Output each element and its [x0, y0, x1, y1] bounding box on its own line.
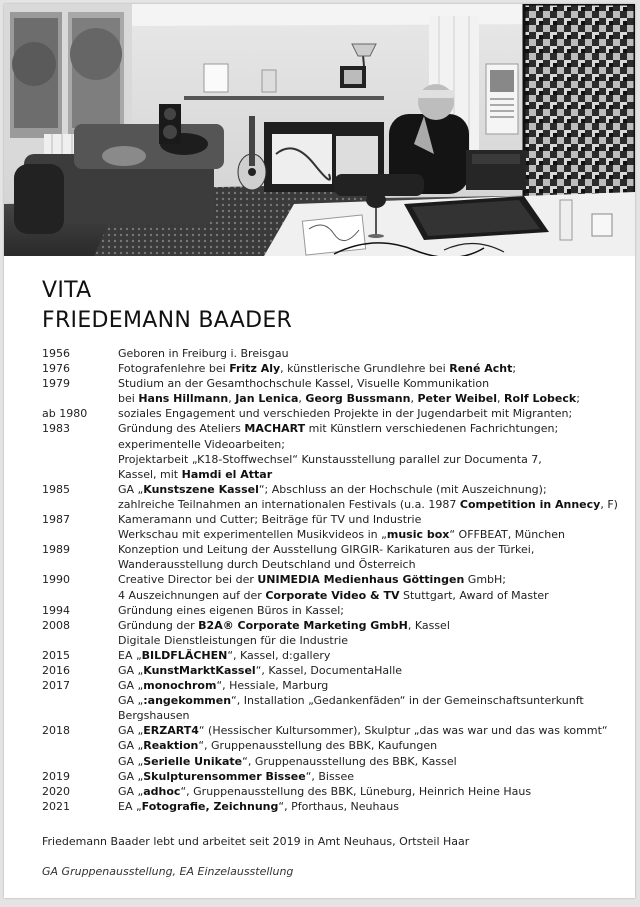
vita-segment: EA „ — [118, 648, 142, 662]
vita-line — [118, 557, 632, 572]
vita-segment: EA „ — [118, 799, 142, 813]
vita-segment: “, Kassel, d:gallery — [227, 648, 331, 662]
vita-segment: “ (Hessischer Kultursommer), Skulptur „das was war und das was kommt“ — [198, 724, 608, 738]
vita-line — [118, 512, 632, 527]
vita-line — [118, 572, 632, 587]
vita-year: 1987 — [42, 513, 70, 527]
vita-segment: Projektarbeit „K18-Stoffwechsel“ Kunstausstellung parallel zur Documenta 7, — [118, 452, 542, 466]
vita-highlight: KunstMarktKassel — [143, 663, 256, 677]
vita-highlight: Hans Hillmann — [138, 392, 229, 406]
vita-line — [118, 769, 632, 784]
vita-year: 2018 — [42, 724, 70, 738]
vita-segment: GA „ — [118, 784, 144, 798]
vita-segment: Creative Director bei der — [118, 573, 258, 587]
vita-segment: Gründung eines eigenen Büros in Kassel; — [118, 603, 344, 617]
vita-segment: 4 Auszeichnungen auf der — [118, 588, 266, 602]
vita-year: 2015 — [42, 648, 70, 662]
vita-segment: Studium an der Gesamthochschule Kassel, Visuelle Kommunikation — [118, 377, 490, 391]
vita-segment: ; — [512, 362, 517, 376]
vita-text — [118, 678, 632, 723]
vita-text — [118, 618, 632, 648]
vita-line — [118, 467, 632, 482]
vita-highlight: Rolf Lobeck — [504, 392, 577, 406]
vita-highlight: Reaktion — [143, 739, 199, 753]
vita-line — [118, 542, 632, 557]
vita-highlight: ERZART4 — [143, 724, 199, 738]
vita-segment: Fotografenlehre bei — [118, 362, 230, 376]
vita-segment: , — [228, 392, 236, 406]
vita-line — [118, 738, 632, 753]
vita-year: 2020 — [42, 784, 70, 798]
vita-line — [118, 633, 632, 648]
vita-highlight: B2A® Corporate Marketing GmbH — [198, 618, 408, 632]
vita-segment: , Kassel — [407, 618, 450, 632]
vita-year: 2008 — [42, 618, 70, 632]
vita-text — [118, 663, 632, 678]
vita-segment: mit Künstlern verschiedenen Fachrichtungen; — [305, 422, 559, 436]
title-name: FRIEDEMANN BAADER — [42, 308, 293, 333]
vita-entry — [42, 784, 632, 799]
vita-year: 1994 — [42, 603, 70, 617]
vita-highlight: Serielle Unikate — [143, 754, 243, 768]
vita-segment: Geboren in Freiburg i. Breisgau — [118, 347, 289, 360]
vita-highlight: Georg Bussmann — [305, 392, 411, 406]
vita-text — [118, 421, 632, 481]
vita-line — [118, 678, 632, 693]
vita-year: 2021 — [42, 799, 70, 813]
vita-text — [118, 482, 632, 512]
vita-segment: soziales Engagement und verschieden Projekte in der Jugendarbeit mit Migranten; — [118, 407, 573, 421]
vita-segment: , — [410, 392, 418, 406]
vita-segment: Stuttgart, Award of Master — [399, 588, 549, 602]
vita-segment: , F) — [600, 497, 618, 511]
vita-segment: “, Pforthaus, Neuhaus — [278, 799, 399, 813]
vita-entry — [42, 769, 632, 784]
legend-note: GA Gruppenausstellung, EA Einzelausstellung — [42, 865, 294, 878]
vita-text — [118, 542, 632, 572]
vita-line — [118, 346, 632, 361]
vita-highlight: Competition in Annecy — [459, 497, 601, 511]
vita-segment: Kameramann und Cutter; Beiträge für TV und Industrie — [118, 513, 422, 527]
vita-year: 1989 — [42, 543, 70, 557]
vita-highlight: Skulpturensommer Bissee — [143, 769, 306, 783]
vita-highlight: Kunstszene Kassel — [143, 482, 259, 496]
vita-segment: “, Bissee — [305, 769, 354, 783]
vita-segment: GA „ — [118, 663, 144, 677]
vita-text — [118, 648, 632, 663]
vita-segment: experimentelle Videoarbeiten; — [118, 437, 285, 451]
vita-line — [118, 618, 632, 633]
studio-photo — [4, 4, 635, 256]
vita-highlight: monochrom — [143, 679, 217, 693]
vita-segment: Werkschau mit experimentellen Musikvideos in „ — [118, 528, 387, 542]
vita-line — [118, 497, 632, 512]
vita-line — [118, 376, 632, 391]
vita-line — [118, 708, 632, 723]
vita-segment: bei — [118, 392, 139, 406]
vita-segment: Kassel, mit — [118, 467, 182, 481]
vita-line — [118, 452, 632, 467]
vita-year: 1976 — [42, 362, 70, 376]
vita-entry — [42, 406, 632, 421]
vita-highlight: MACHART — [244, 422, 306, 436]
vita-entry — [42, 572, 632, 602]
vita-line — [118, 799, 632, 814]
vita-entry — [42, 512, 632, 542]
vita-text — [118, 723, 632, 768]
vita-segment: Konzeption und Leitung der Ausstellung GIRGIR- Karikaturen aus der Türkei, — [118, 543, 535, 557]
vita-text — [118, 799, 632, 814]
vita-line — [118, 648, 632, 663]
vita-segment: GA „ — [118, 754, 144, 768]
vita-year: 1990 — [42, 573, 70, 587]
vita-entry — [42, 618, 632, 648]
title-block — [42, 276, 292, 336]
vita-entry — [42, 482, 632, 512]
vita-text — [118, 346, 632, 361]
vita-segment: “ OFFBEAT, München — [449, 528, 565, 542]
vita-line — [118, 588, 632, 603]
vita-entry — [42, 723, 632, 768]
vita-highlight: BILDFLÄCHEN — [141, 648, 228, 662]
vita-highlight: René Acht — [449, 362, 513, 376]
vita-segment: “, Gruppenausstellung des BBK, Kassel — [242, 754, 457, 768]
vita-highlight: Peter Weibel — [417, 392, 498, 406]
vita-text — [118, 361, 632, 376]
vita-segment: Digitale Dienstleistungen für die Industrie — [118, 633, 349, 647]
vita-segment: GmbH; — [464, 573, 507, 587]
vita-text — [118, 769, 632, 784]
vita-highlight: Jan Lenica — [235, 392, 299, 406]
vita-segment: ; — [576, 392, 580, 406]
vita-segment: “, Gruppenausstellung des BBK, Lüneburg, Heinrich Heine Haus — [180, 784, 532, 798]
vita-line — [118, 603, 632, 618]
vita-line — [118, 437, 632, 452]
footer-note: Friedemann Baader lebt und arbeitet seit 2019 in Amt Neuhaus, Ortsteil Haar — [42, 835, 470, 848]
vita-entry — [42, 361, 632, 376]
vita-year: 2019 — [42, 769, 70, 783]
vita-line — [118, 663, 632, 678]
vita-line — [118, 482, 632, 497]
vita-segment: Gründung der — [118, 618, 199, 632]
vita-segment: “, Installation „Gedankenfäden“ in der Gemeinschaftsunterkunft — [231, 694, 584, 708]
vita-highlight: :angekommen — [143, 694, 232, 708]
vita-line — [118, 527, 632, 542]
vita-segment: zahlreiche Teilnahmen an internationalen Festivals (u.a. 1987 — [118, 497, 460, 511]
vita-segment: GA „ — [118, 739, 144, 753]
vita-line — [118, 784, 632, 799]
vita-line — [118, 391, 632, 406]
vita-entry — [42, 421, 632, 481]
vita-segment: GA „ — [118, 769, 144, 783]
vita-year: 1956 — [42, 347, 70, 360]
vita-text — [118, 406, 632, 421]
vita-segment: Gründung des Ateliers — [118, 422, 245, 436]
vita-entry — [42, 346, 632, 361]
vita-year: 1983 — [42, 422, 70, 436]
vita-highlight: Fritz Aly — [229, 362, 281, 376]
vita-line — [118, 421, 632, 436]
vita-line — [118, 754, 632, 769]
vita-highlight: Corporate Video & TV — [265, 588, 400, 602]
vita-highlight: Hamdi el Attar — [181, 467, 273, 481]
vita-line — [118, 406, 632, 421]
vita-segment: Bergshausen — [118, 709, 190, 723]
vita-entry — [42, 603, 632, 618]
vita-line — [118, 693, 632, 708]
vita-entry — [42, 663, 632, 678]
vita-highlight: Fotografie, Zeichnung — [141, 799, 279, 813]
vita-segment: GA „ — [118, 679, 144, 693]
vita-segment: “, Kassel, DocumentaHalle — [255, 663, 403, 677]
vita-text — [118, 512, 632, 542]
vita-highlight: adhoc — [143, 784, 181, 798]
vita-segment: , künstlerische Grundlehre bei — [280, 362, 450, 376]
vita-year: 2016 — [42, 663, 70, 677]
vita-entry — [42, 678, 632, 723]
vita-segment: “, Hessiale, Marburg — [216, 679, 329, 693]
vita-highlight: music box — [386, 528, 450, 542]
document-page — [4, 4, 635, 898]
vita-list — [42, 346, 632, 814]
vita-entry — [42, 648, 632, 663]
vita-segment: GA „ — [118, 694, 144, 708]
vita-highlight: UNIMEDIA Medienhaus Göttingen — [257, 573, 465, 587]
vita-segment: “, Gruppenausstellung des BBK, Kaufungen — [198, 739, 438, 753]
vita-segment: “; Abschluss an der Hochschule (mit Auszeichnung); — [258, 482, 547, 496]
vita-text — [118, 572, 632, 602]
vita-text — [118, 784, 632, 799]
vita-text — [118, 376, 632, 406]
vita-line — [118, 361, 632, 376]
vita-year: ab 1980 — [42, 407, 88, 421]
vita-segment: Wanderausstellung durch Deutschland und Österreich — [118, 558, 416, 572]
vita-entry — [42, 799, 632, 814]
vita-segment: GA „ — [118, 724, 144, 738]
vita-text — [118, 603, 632, 618]
vita-entry — [42, 542, 632, 572]
vita-segment: GA „ — [118, 482, 144, 496]
vita-year: 1979 — [42, 377, 70, 391]
vita-year: 1985 — [42, 482, 70, 496]
vita-entry — [42, 376, 632, 406]
title-vita: VITA — [42, 278, 92, 303]
vita-year: 2017 — [42, 679, 70, 693]
vita-segment: , — [298, 392, 306, 406]
vita-segment: , — [497, 392, 505, 406]
vita-line — [118, 723, 632, 738]
